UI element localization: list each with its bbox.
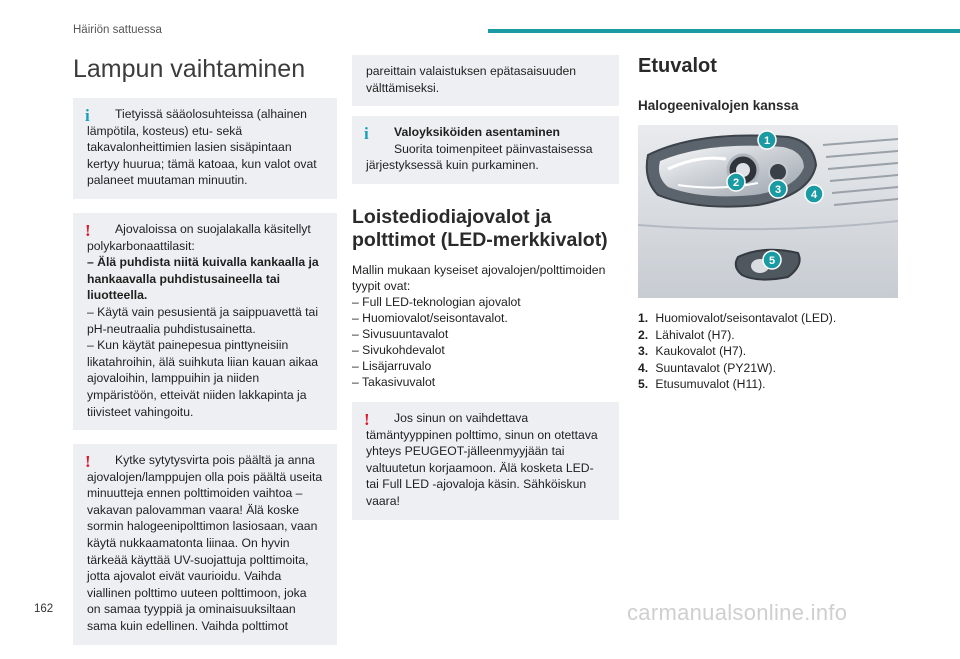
warning-note-ignition: [73, 444, 337, 645]
page-number: 162: [34, 603, 54, 615]
section-title: Häiriön sattuessa: [73, 24, 162, 36]
list-item: – Full LED-teknologian ajovalot: [352, 294, 521, 309]
warning-icon: !: [364, 409, 370, 429]
list-item: – Sivusuuntavalot: [352, 326, 449, 341]
list-item: 4. Suuntavalot (PY21W).: [638, 360, 776, 375]
list-item: 2. Lähivalot (H7).: [638, 327, 735, 342]
warning-icon: !: [85, 452, 91, 472]
front-lights-list: [638, 310, 900, 393]
warning-icon: !: [85, 220, 91, 240]
warning-intro: Ajovaloissa on suojalakalla käsitellyt polykarbonaattilasit:: [87, 221, 311, 253]
warning-led-text: Jos sinun on vaihdettava tämäntyyppinen polttimo, sinun on otettava yhteys PEUGEOT-jälleenmyyjään tai valtuutetun korjaamoon. Älä kosketa LED- tai Full LED -ajovaloja käsin. Sähköiskun vaara!: [366, 410, 598, 508]
list-item: 5. Etusumuvalot (H11).: [638, 377, 766, 392]
continued-warning-box: [352, 55, 619, 106]
warning-ignition-text: Kytke sytytysvirta pois päältä ja anna ajovalojen/lamppujen olla pois päältä useita minuutteja ennen polttimoiden vaihtoa – vakavan palovamman vaara! Älä koske sormin halogeenipolttimon lasiosaan, vaan käytä nukkaamatonta liinaa. On hyvin tärkeää käyttää UV-suojattuja polttimoita, jotta ajovalot eivät vaurioidu. Vaihda viallinen polttimo uuteen polttimoon, joka on samaa tyyppiä ja ominaisuuksiltaan sama kuin edellinen. Vaihda polttimot: [87, 453, 323, 634]
warning-item-2: – Käytä vain pesusientä ja saippuavettä tai pH-neutraalia puhdistusainetta.: [87, 304, 319, 336]
info-note-reassembly: [352, 116, 619, 184]
headlight-illustration: [638, 125, 898, 298]
callout-label: 5: [768, 255, 776, 267]
info-icon: i: [364, 124, 369, 144]
page-title: Lampun vaihtaminen: [73, 55, 306, 83]
callout-label: 4: [810, 189, 818, 201]
list-item: 3. Kaukovalot (H7).: [638, 344, 747, 359]
info-note-condensation: [73, 98, 337, 199]
halogen-subheading: Halogeenivalojen kanssa: [638, 98, 799, 113]
headlight-drawing: [638, 125, 898, 298]
callout-label: 2: [732, 177, 740, 189]
warning-item-3: – Kun käytät painepesua pinttyneisiin likatahroihin, älä suihkuta liian kauan aikaa ajovaloihin, lamppuihin ja niiden ympäristöön, etteivät niiden lakkapinta ja tiivisteet vahingoitu.: [87, 338, 319, 419]
led-section-heading: Loistediodiajovalot ja polttimot (LED-merkkivalot): [352, 205, 608, 251]
info-note-text: Tietyissä sääolosuhteissa (alhainen lämpötila, kosteus) etu- sekä takavalonheittimien lasien sisäpintaan kertyy huurua; tämä katoaa, kun valot ovat palaneet muutaman minuutin.: [87, 107, 317, 188]
header-accent-bar: [488, 29, 960, 33]
warning-item-1: – Älä puhdista niitä kuivalla kankaalla ja hankaavalla puhdistusaineella tai liuotteella.: [87, 255, 319, 303]
list-item: 1. Huomiovalot/seisontavalot (LED).: [638, 311, 837, 325]
list-item: – Huomiovalot/seisontavalot.: [352, 310, 508, 325]
info-icon: i: [85, 106, 90, 125]
led-intro: Mallin mukaan kyseiset ajovalojen/polttimoiden tyypit ovat:: [352, 262, 606, 293]
continued-warning-text: pareittain valaistuksen epätasaisuuden välttämiseksi.: [366, 64, 577, 95]
info-reassembly-text: Suorita toimenpiteet päinvastaisessa järjestyksessä kuin purkaminen.: [366, 141, 593, 173]
callout-label: 1: [763, 135, 771, 147]
warning-note-led: [352, 402, 619, 520]
info-reassembly-title: Valoyksiköiden asentaminen: [394, 125, 560, 140]
front-lights-heading: Etuvalot: [638, 55, 717, 77]
column-2: [352, 55, 619, 534]
list-item: – Lisäjarruvalo: [352, 358, 432, 373]
column-1: [73, 55, 337, 659]
warning-note-lenses: [73, 213, 337, 430]
callout-label: 3: [774, 184, 782, 196]
list-item: – Sivukohdevalot: [352, 342, 445, 357]
list-item: – Takasivuvalot: [352, 374, 436, 389]
column-3: [638, 55, 900, 393]
led-types-list: [352, 262, 619, 390]
watermark: carmanualsonline.info: [627, 600, 848, 625]
